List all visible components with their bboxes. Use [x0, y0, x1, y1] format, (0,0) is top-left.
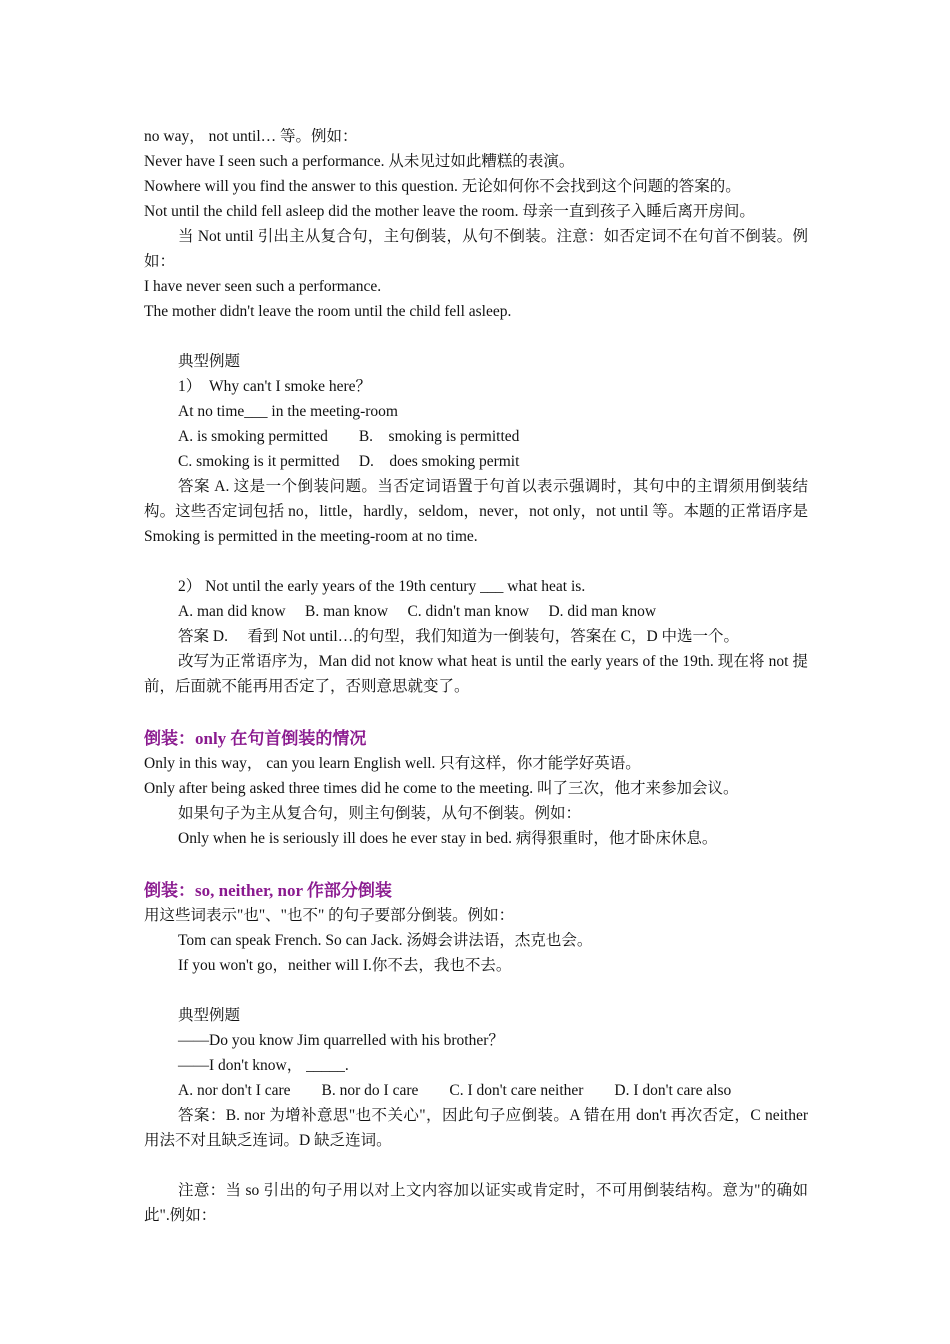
text-line: Only when he is seriously ill does he ever stay in bed. 病得狠重时，他才卧床休息。: [178, 830, 718, 847]
options: A. is smoking permitted B. smoking is permitted: [178, 428, 520, 445]
text-line: Never have I seen such a performance. 从未见过如此糟糕的表演。: [144, 153, 575, 170]
document-page: [144, 124, 808, 1228]
text-line: 如果句子为主从复合句，则主句倒装，从句不倒装。例如：: [178, 805, 582, 822]
note-paragraph: 改写为正常语序为，Man did not know what heat is until the early years of the 19th. 现在将 not 提前，后面就不能再用否定了，否则意思就变了。: [144, 653, 808, 695]
answer-paragraph: 答案 A. 这是一个倒装问题。当否定词语置于句首以表示强调时，其句中的主谓须用倒装结构。这些否定词包括 no，little，hardly，seldom，never，not only，not until 等。本题的正常语序是 Smoking is permitted in the meeting-room at no time.: [144, 478, 808, 545]
question: 1） Why can't I smoke here？: [178, 378, 372, 395]
text-line: Only in this way， can you learn English well. 只有这样，你才能学好英语。: [144, 755, 641, 772]
note-paragraph: 注意：当 so 引出的句子用以对上文内容加以证实或肯定时，不可用倒装结构。意为"的确如此".例如：: [144, 1182, 808, 1224]
options: A. nor don't I care B. nor do I care C. I don't care neither D. I don't care also: [178, 1082, 732, 1099]
example-heading: 典型例题: [178, 353, 241, 370]
options: C. smoking is it permitted D. does smoking permit: [178, 453, 520, 470]
text-line: The mother didn't leave the room until the child fell asleep.: [144, 303, 512, 320]
options: A. man did know B. man know C. didn't man know D. did man know: [178, 603, 657, 620]
answer-paragraph: 答案：B. nor 为增补意思"也不关心"，因此句子应倒装。A 错在用 don't 再次否定，C neither 用法不对且缺乏连词。D 缺乏连词。: [144, 1107, 808, 1149]
text-line: Not until the child fell asleep did the mother leave the room. 母亲一直到孩子入睡后离开房间。: [144, 203, 755, 220]
dialogue-line: ——Do you know Jim quarrelled with his brother？: [178, 1032, 504, 1049]
answer-line: 答案 D. 看到 Not until…的句型，我们知道为一倒装句，答案在 C，D 中选一个。: [178, 628, 740, 645]
question: 2） Not until the early years of the 19th century ___ what heat is.: [178, 578, 586, 595]
example-heading: 典型例题: [178, 1007, 241, 1024]
question-line: At no time___ in the meeting-room: [178, 403, 398, 420]
text-line: I have never seen such a performance.: [144, 278, 382, 295]
text-line: Only after being asked three times did he come to the meeting. 叫了三次，他才来参加会议。: [144, 780, 739, 797]
text-line: 用这些词表示"也"、"也不" 的句子要部分倒装。例如：: [144, 907, 515, 924]
text-line: no way， not until… 等。例如：: [144, 128, 358, 145]
text-line: Tom can speak French. So can Jack. 汤姆会讲法语，杰克也会。: [178, 932, 593, 949]
paragraph: 当 Not until 引出主从复合句，主句倒装，从句不倒装。注意：如否定词不在句首不倒装。例如：: [144, 228, 808, 270]
text-line: If you won't go，neither will I.你不去，我也不去。: [178, 957, 512, 974]
section-heading: 倒装：only 在句首倒装的情况: [144, 729, 367, 748]
dialogue-line: ——I don't know， _____.: [178, 1057, 349, 1074]
section-heading: 倒装：so, neither, nor 作部分倒装: [144, 881, 392, 900]
text-line: Nowhere will you find the answer to this question. 无论如何你不会找到这个问题的答案的。: [144, 178, 741, 195]
